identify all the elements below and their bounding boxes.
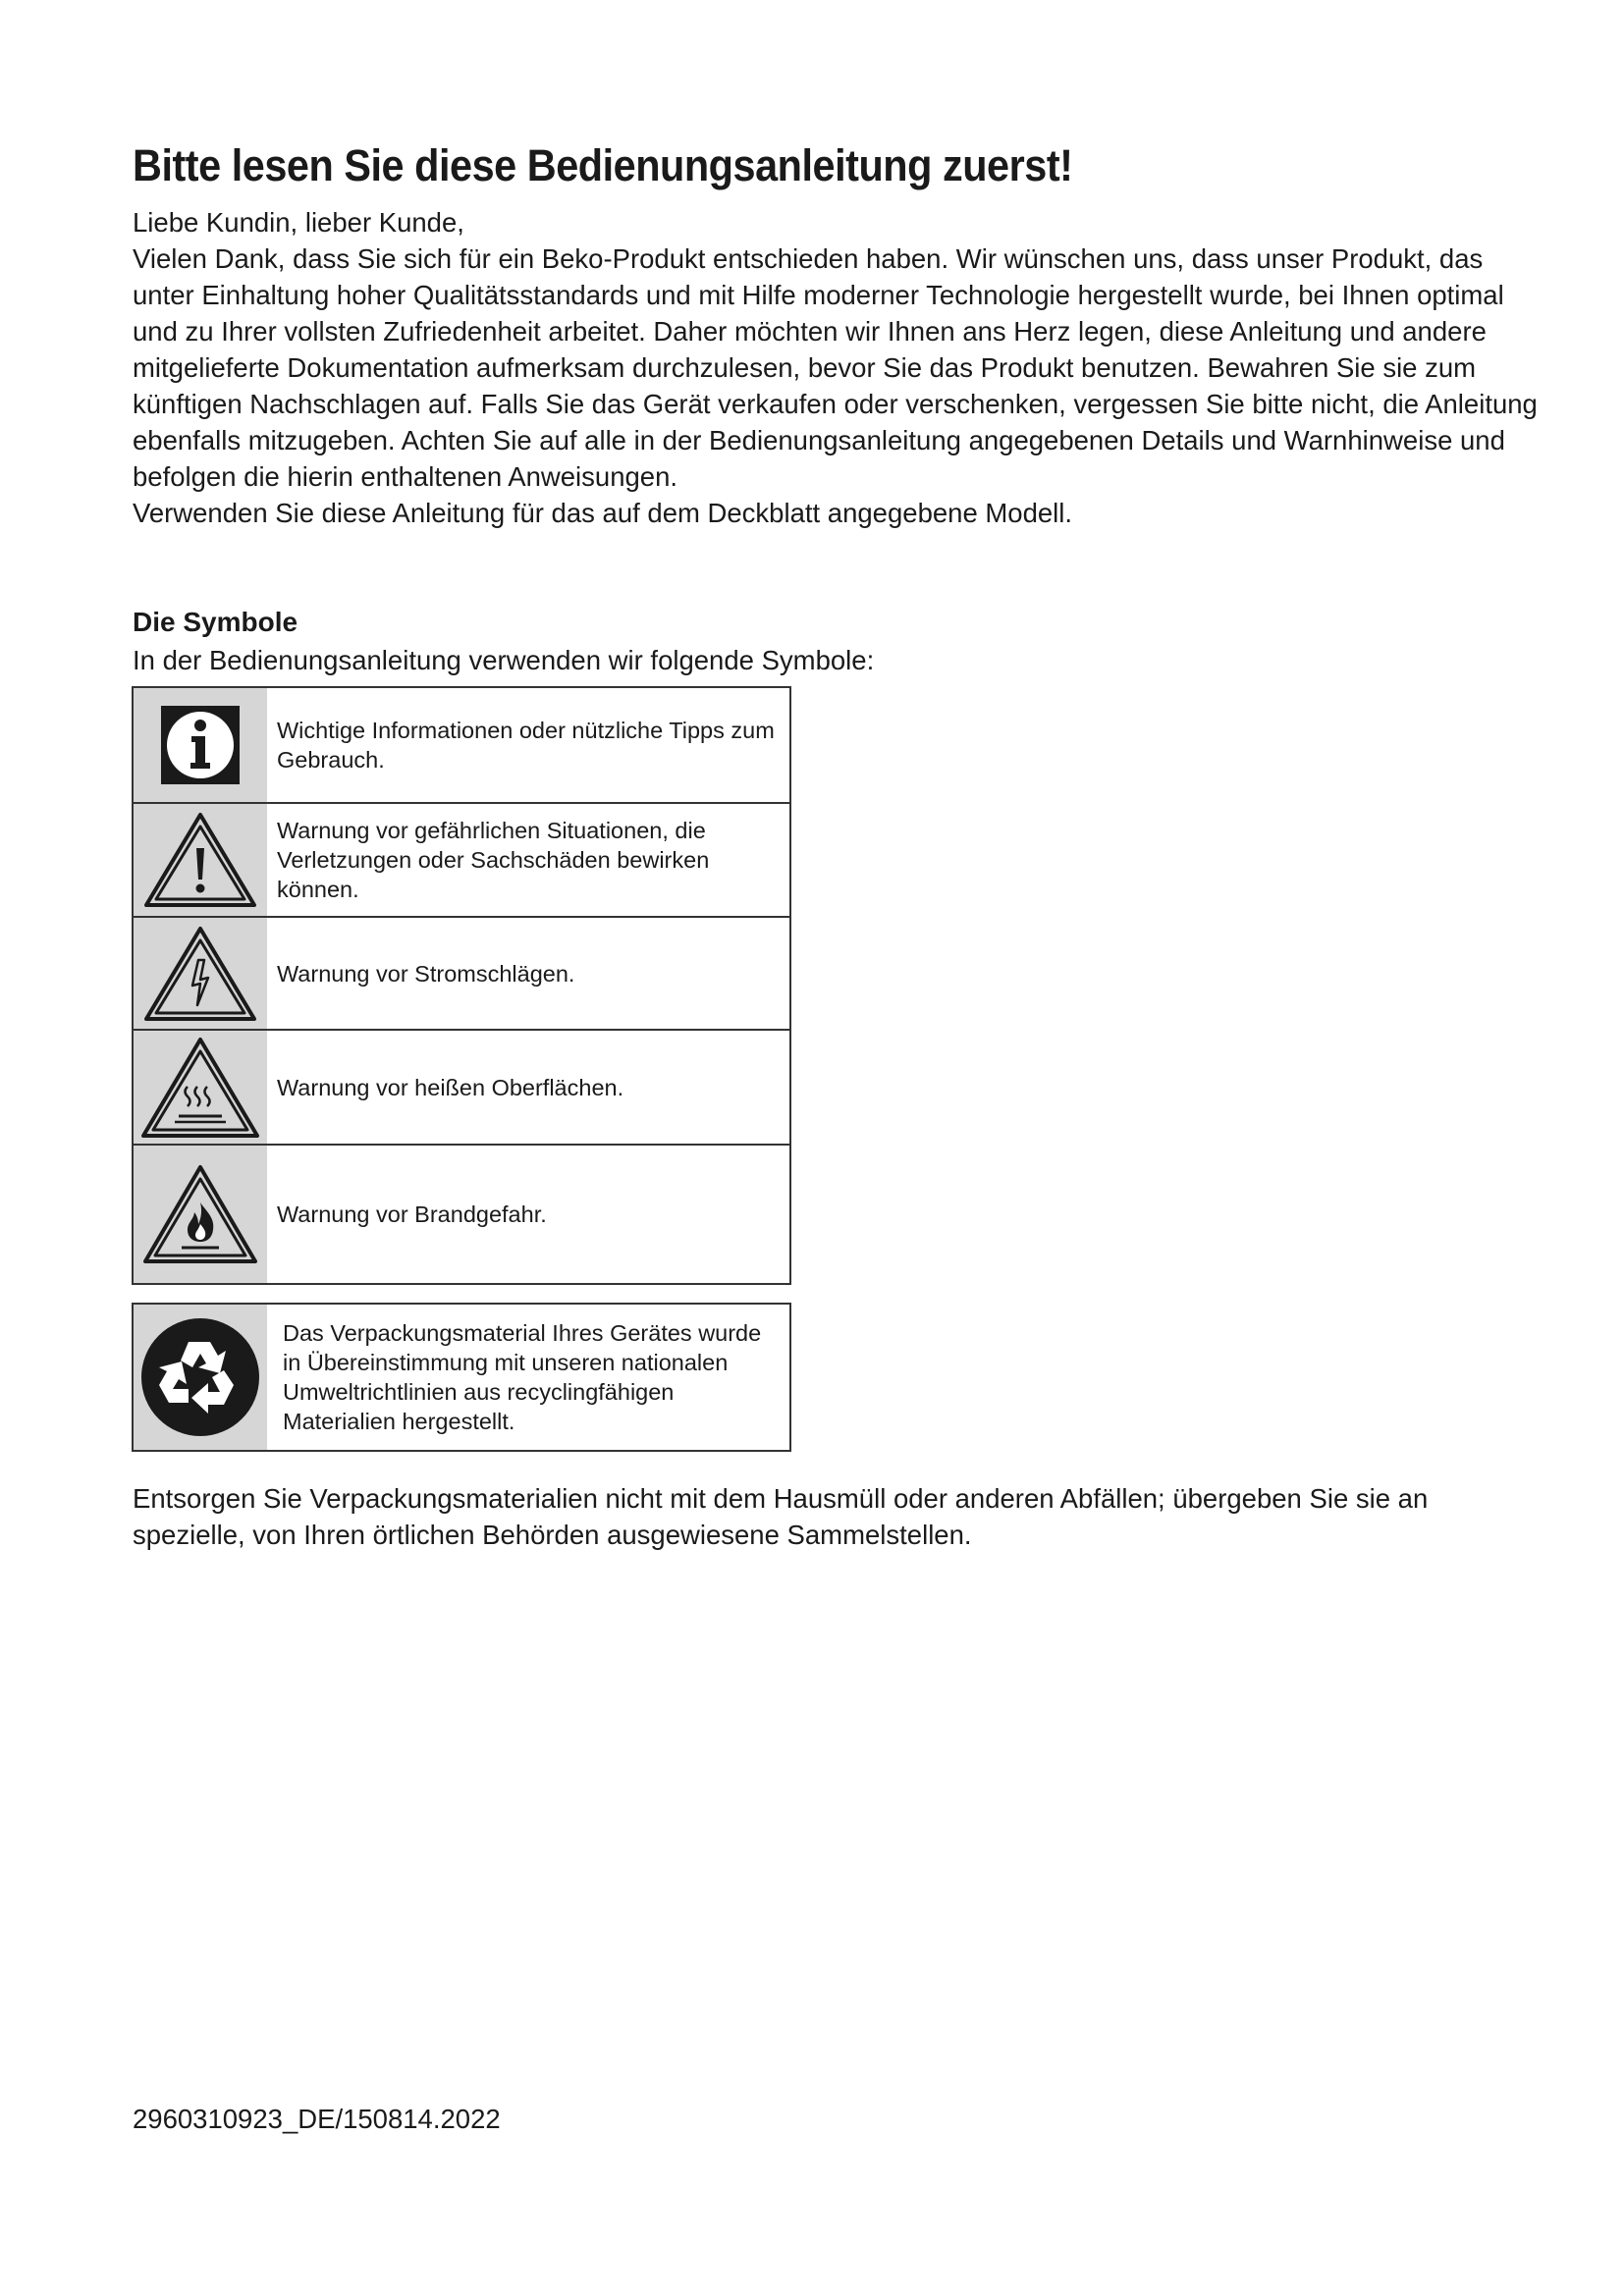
hot-surface-icon xyxy=(139,1036,261,1140)
recycling-box xyxy=(132,1303,791,1452)
symbol-row-fire-hazard xyxy=(134,1144,789,1283)
symbol-row-warning xyxy=(134,802,789,916)
intro-line: befolgen die hierin enthaltenen Anweisungen. xyxy=(133,461,678,492)
greeting: Liebe Kundin, lieber Kunde, xyxy=(133,207,464,238)
symbol-description: Warnung vor gefährlichen Situationen, die Verletzungen oder Sachschäden bewirken können. xyxy=(277,818,710,902)
symbols-heading: Die Symbole xyxy=(133,607,298,637)
document-code: 2960310923_DE/150814.2022 xyxy=(133,2104,501,2134)
intro-line: und zu Ihrer vollsten Zufriedenheit arbeitet. Daher möchten wir Ihnen ans Herz legen, diese Anleitung und andere xyxy=(133,316,1487,347)
page-title: Bitte lesen Sie diese Bedienungsanleitung zuerst! xyxy=(133,140,1073,190)
info-icon xyxy=(159,704,242,786)
symbol-description: Warnung vor Brandgefahr. xyxy=(277,1201,547,1227)
intro-line: unter Einhaltung hoher Qualitätsstandards und mit Hilfe moderner Technologie hergestellt wurde, bei Ihnen optimal xyxy=(133,280,1504,310)
intro-line: ebenfalls mitzugeben. Achten Sie auf alle in der Bedienungsanleitung angegebenen Details und Warnhinweise und xyxy=(133,425,1505,455)
model-note: Verwenden Sie diese Anleitung für das auf dem Deckblatt angegebene Modell. xyxy=(133,498,1073,528)
symbol-description: Warnung vor heißen Oberflächen. xyxy=(277,1074,624,1100)
intro-section xyxy=(133,204,1538,531)
recycling-description: Das Verpackungsmaterial Ihres Gerätes wurde in Übereinstimmung mit unseren nationalen Umweltrichtlinien aus recyclingfähigen Materialien hergestellt. xyxy=(283,1320,762,1434)
symbol-description: Wichtige Informationen oder nützliche Tipps zum Gebrauch. xyxy=(277,718,775,773)
symbol-description: Warnung vor Stromschlägen. xyxy=(277,960,575,987)
intro-line: Vielen Dank, dass Sie sich für ein Beko-Produkt entschieden haben. Wir wünschen uns, dass unser Produkt, das xyxy=(133,243,1484,274)
intro-line: mitgelieferte Dokumentation aufmerksam durchzulesen, bevor Sie das Produkt benutzen. Bewahren Sie sie zum xyxy=(133,352,1477,383)
intro-line: künftigen Nachschlagen auf. Falls Sie das Gerät verkaufen oder verschenken, vergessen Sie bitte nicht, die Anleitung xyxy=(133,389,1538,419)
symbols-intro: In der Bedienungsanleitung verwenden wir folgende Symbole: xyxy=(133,645,875,675)
electric-shock-icon xyxy=(143,925,257,1023)
warning-icon xyxy=(143,811,257,909)
fire-hazard-icon xyxy=(142,1163,258,1265)
symbol-row-electric-shock xyxy=(134,916,789,1029)
symbol-row-info xyxy=(134,688,789,802)
symbols-table xyxy=(132,686,791,1285)
symbol-row-hot-surface xyxy=(134,1029,789,1144)
recycling-icon xyxy=(139,1316,261,1438)
disposal-note: Entsorgen Sie Verpackungsmaterialien nicht mit dem Hausmüll oder anderen Abfällen; übergeben Sie sie an spezielle, von Ihren örtlichen Behörden ausgewiesene Sammelstellen. xyxy=(133,1483,1429,1550)
